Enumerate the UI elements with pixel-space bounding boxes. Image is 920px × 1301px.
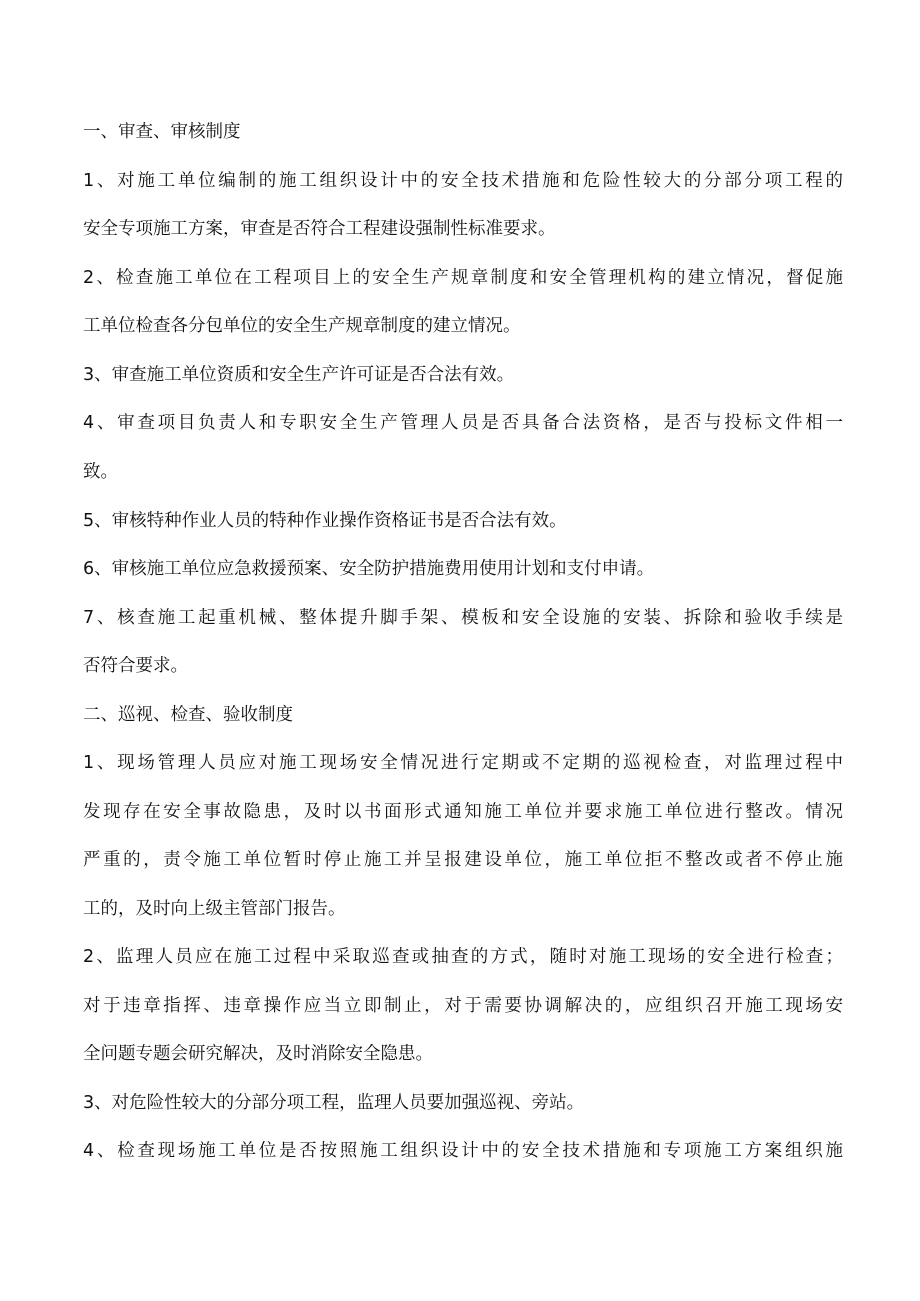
paragraph-line: 致。 — [83, 462, 118, 482]
section-heading-review: 一、审查、审核制度 — [83, 122, 241, 142]
paragraph-line: 工的，及时向上级主管部门报告。 — [83, 899, 346, 919]
paragraph-line: 6、审核施工单位应急救援预案、安全防护措施费用使用计划和支付申请。 — [83, 559, 655, 579]
paragraph-line: 发现存在安全事故隐患，及时以书面形式通知施工单位并要求施工单位进行整改。情况 — [83, 802, 843, 822]
paragraph-line: 5、审核特种作业人员的特种作业操作资格证书是否合法有效。 — [83, 511, 567, 531]
paragraph-line: 2、监理人员应在施工过程中采取巡查或抽查的方式，随时对施工现场的安全进行检查； — [83, 947, 843, 967]
paragraph-line: 安全专项施工方案，审查是否符合工程建设强制性标准要求。 — [83, 219, 556, 239]
paragraph-line: 对于违章指挥、违章操作应当立即制止，对于需要协调解决的，应组织召开施工现场安 — [83, 996, 843, 1016]
paragraph-line: 4、审查项目负责人和专职安全生产管理人员是否具备合法资格，是否与投标文件相一 — [83, 413, 843, 433]
section-heading-inspection: 二、巡视、检查、验收制度 — [83, 705, 293, 725]
paragraph-line: 工单位检查各分包单位的安全生产规章制度的建立情况。 — [83, 316, 521, 336]
paragraph-line: 否符合要求。 — [83, 656, 188, 676]
paragraph-line: 2、检查施工单位在工程项目上的安全生产规章制度和安全管理机构的建立情况，督促施 — [83, 268, 843, 288]
paragraph-line: 4、检查现场施工单位是否按照施工组织设计中的安全技术措施和专项施工方案组织施 — [83, 1141, 843, 1161]
paragraph-line: 3、审查施工单位资质和安全生产许可证是否合法有效。 — [83, 365, 515, 385]
paragraph-line: 1、现场管理人员应对施工现场安全情况进行定期或不定期的巡视检查，对监理过程中 — [83, 753, 843, 773]
paragraph-line: 3、对危险性较大的分部分项工程，监理人员要加强巡视、旁站。 — [83, 1093, 585, 1113]
paragraph-line: 全问题专题会研究解决，及时消除安全隐患。 — [83, 1044, 433, 1064]
paragraph-line: 严重的，责令施工单位暂时停止施工并呈报建设单位，施工单位拒不整改或者不停止施 — [83, 850, 843, 870]
paragraph-line: 1、对施工单位编制的施工组织设计中的安全技术措施和危险性较大的分部分项工程的 — [83, 171, 843, 191]
paragraph-line: 7、核查施工起重机械、整体提升脚手架、模板和安全设施的安装、拆除和验收手续是 — [83, 608, 843, 628]
